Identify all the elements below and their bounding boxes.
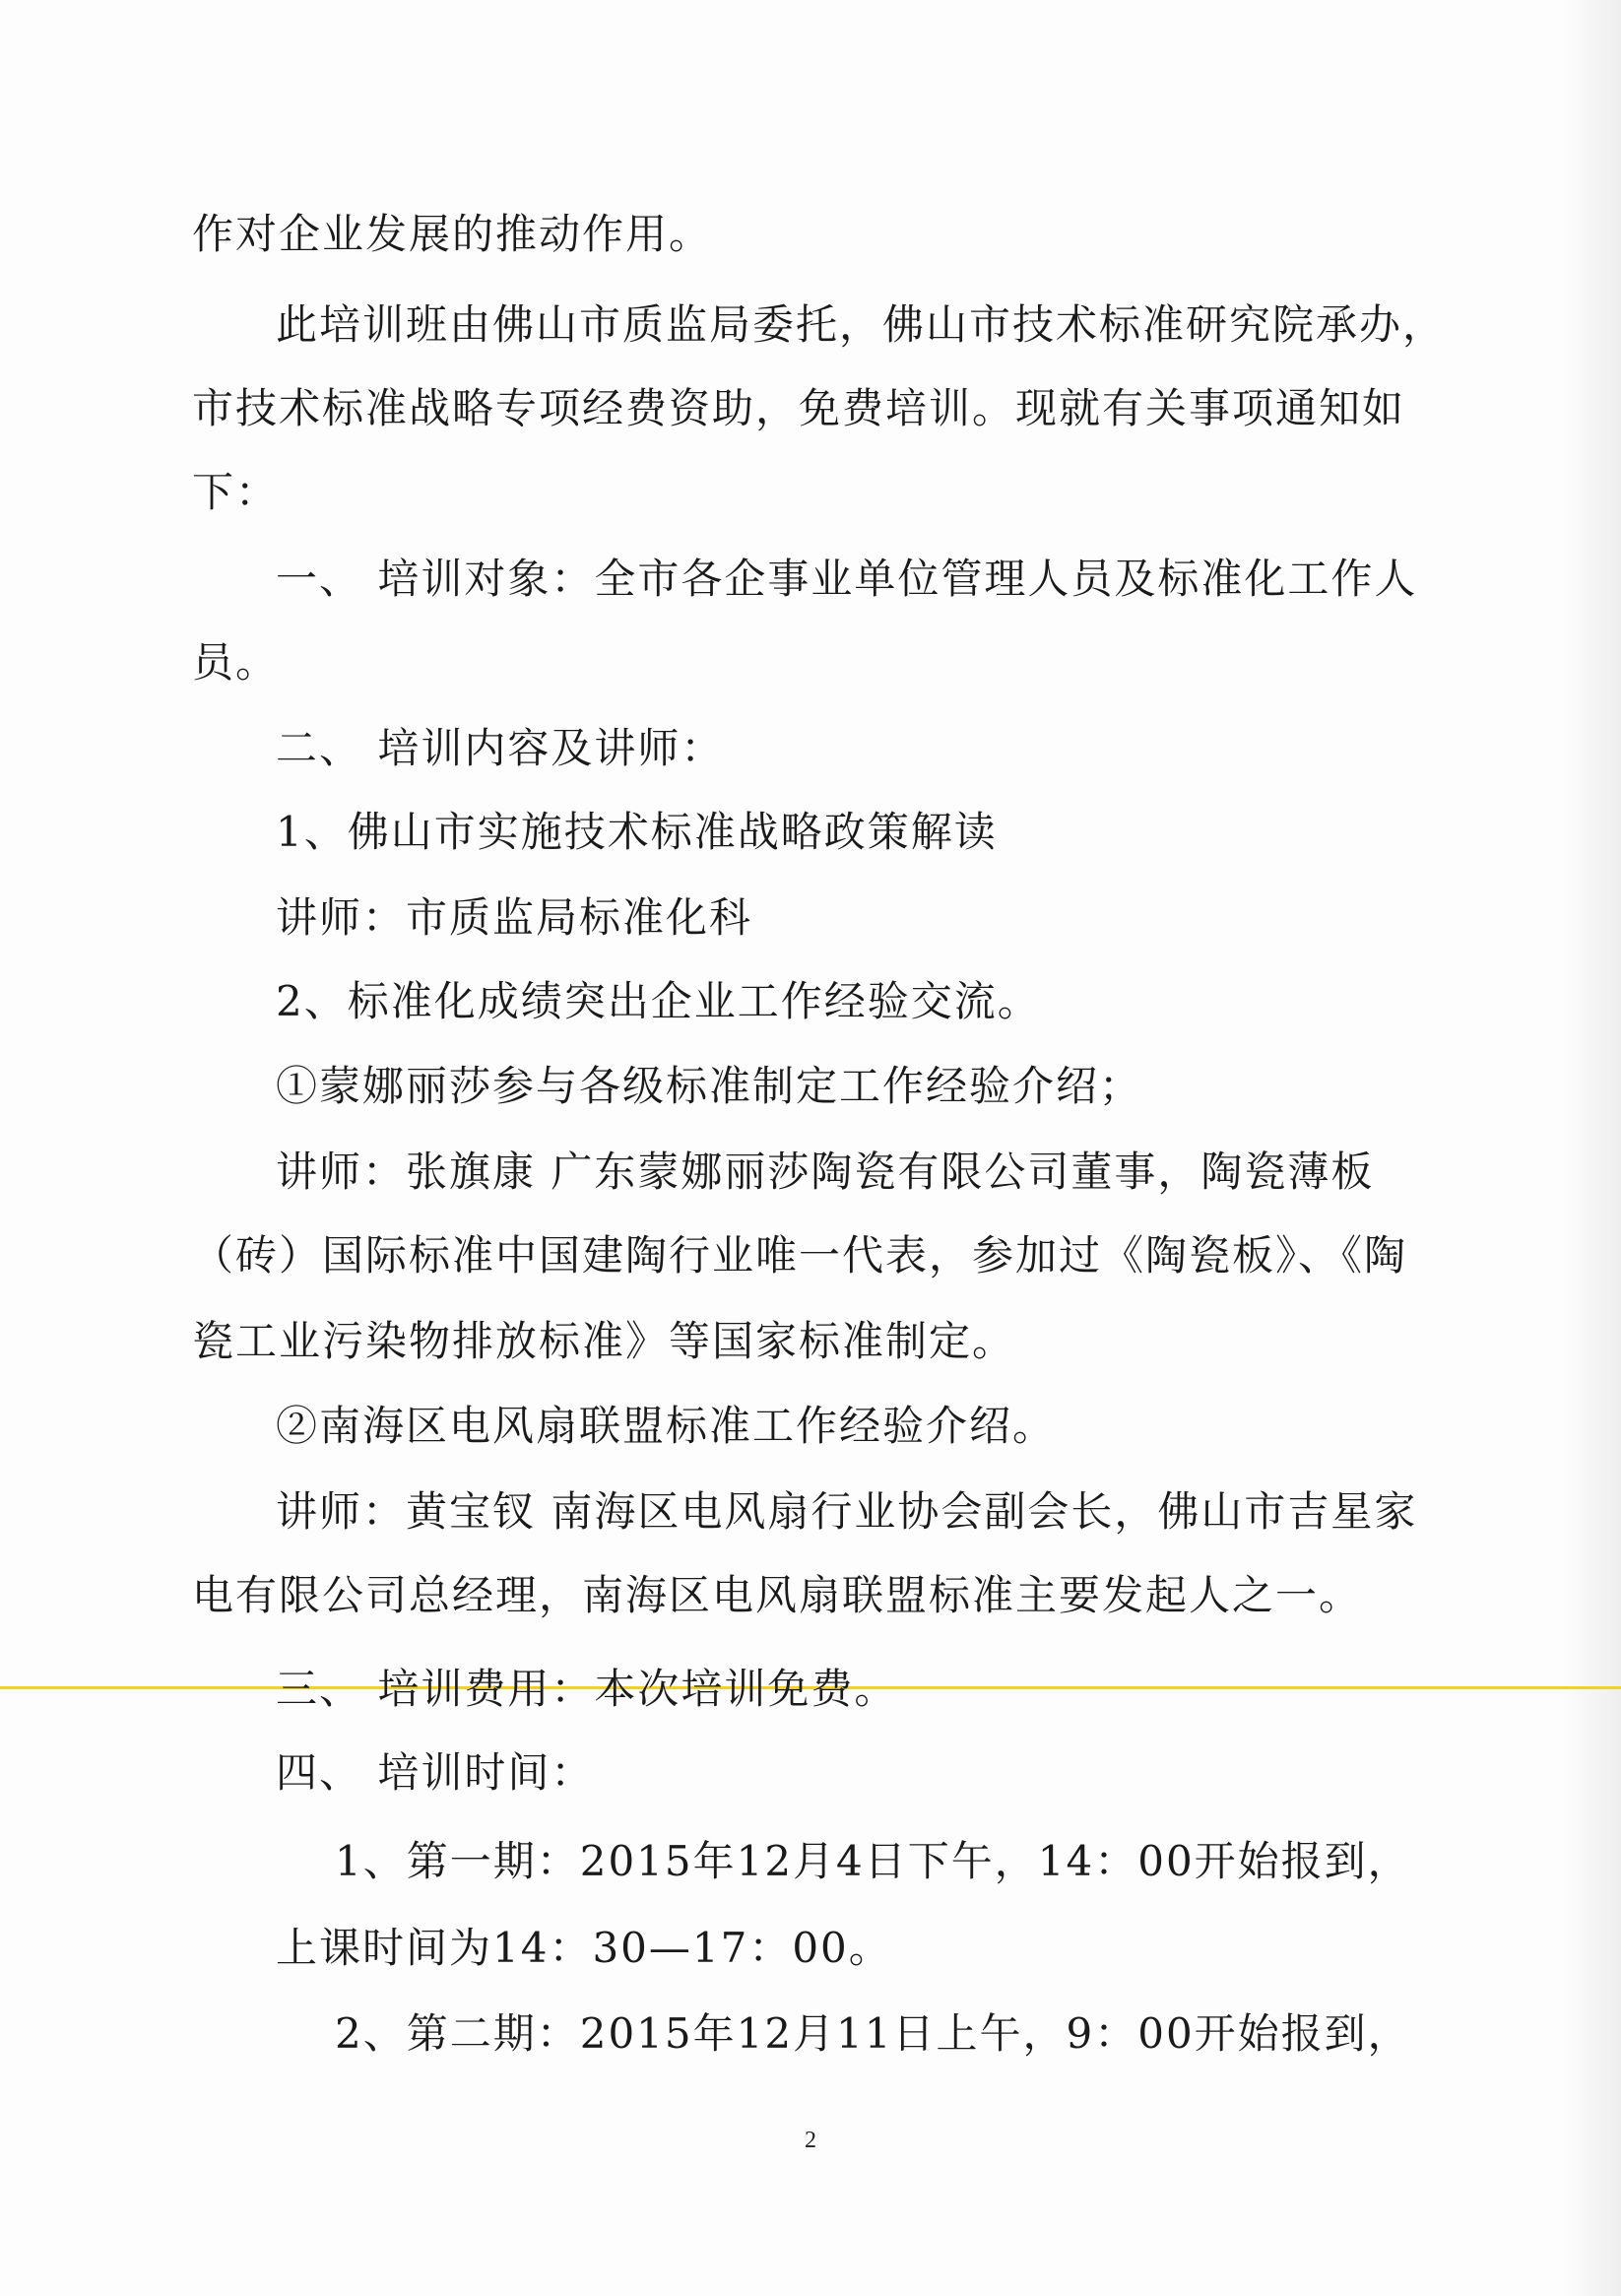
subitem-1-title: ①蒙娜丽莎参与各级标准制定工作经验介绍； [276, 1062, 1143, 1110]
section-4-heading: 四、 培训时间： [276, 1748, 595, 1797]
page-number: 2 [805, 2128, 816, 2153]
item-2-title: 2、标准化成绩突出企业工作经验交流。 [276, 977, 1041, 1025]
text-line-2: 此培训班由佛山市质监局委托，佛山市技术标准研究院承办， [276, 300, 1447, 349]
scan-edge-shadow [1562, 0, 1621, 2296]
text-line-6: 员。 [192, 638, 280, 687]
text-line-1: 作对企业发展的推动作用。 [192, 210, 713, 258]
session-1-registration: 1、第一期：2015年12月4日下午，14：00开始报到， [335, 1837, 1411, 1885]
session-1-class-time: 上课时间为14：30—17：00。 [276, 1924, 892, 1972]
text-line-3: 市技术标准战略专项经费资助，免费培训。现就有关事项通知如 [192, 384, 1406, 432]
item-1-title: 1、佛山市实施技术标准战略政策解读 [276, 808, 998, 856]
section-3-heading: 三、 培训费用：本次培训免费。 [276, 1665, 898, 1713]
text-line-13: （砖）国际标准中国建陶行业唯一代表，参加过《陶瓷板》、《陶 [192, 1231, 1408, 1279]
section-2-heading: 二、 培训内容及讲师： [276, 724, 725, 772]
text-line-17: 电有限公司总经理，南海区电风扇联盟标准主要发起人之一。 [192, 1571, 1363, 1619]
item-1-lecturer: 讲师：市质监局标准化科 [276, 893, 753, 942]
subitem-1-lecturer: 讲师：张旗康 广东蒙娜丽莎陶瓷有限公司董事，陶瓷薄板 [276, 1148, 1375, 1196]
text-line-14: 瓷工业污染物排放标准》等国家标准制定。 [192, 1317, 1016, 1365]
subitem-2-title: ②南海区电风扇联盟标准工作经验介绍。 [276, 1402, 1057, 1450]
text-line-4: 下： [192, 468, 280, 516]
section-1-heading: 一、 培训对象：全市各企事业单位管理人员及标准化工作人 [276, 555, 1418, 603]
session-2-registration: 2、第二期：2015年12月11日上午，9：00开始报到， [335, 2009, 1411, 2058]
subitem-2-lecturer: 讲师：黄宝钗 南海区电风扇行业协会副会长，佛山市吉星家 [276, 1487, 1418, 1536]
